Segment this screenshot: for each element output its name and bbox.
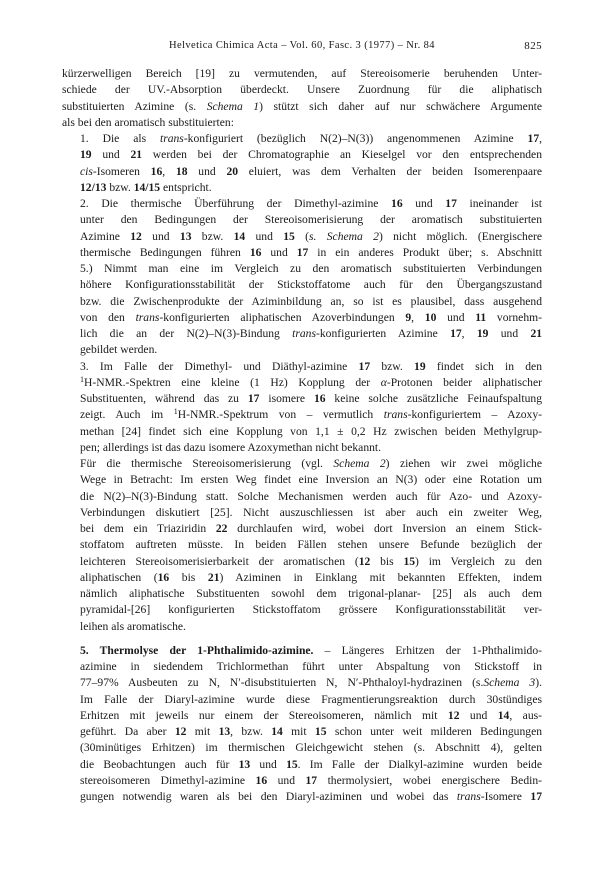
paragraph-mechanism: Für die thermische Stereoisomerisierung (vgl. Schema 2) ziehen wir zwei mögliche Wege in Betracht: Im ersten Weg findet eine Inversion an N(3) oder eine Rotation um die N(2)–N(3)-Bindung statt. Solche Mechanismen werden auch für Azo- und Azoxy- Verbindungen diskutiert [25]. Nicht auszuschliessen ist aber auch ein zweiter Weg, bei dem ein Triaziridin 22 durchlaufen wird, wobei dort Inversion an einem Stick- stoffatom auftreten müsste. In beiden Fällen stehen unsere Befunde bezüglich der leichteren Stereoisomerisierbarkeit der aromatischen (12 bis 15) im Vergleich zu den aliphatischen (16 bis 21) Aziminen in Einklang mit bekannten Effekten, indem nämlich aliphatische Substituenten sowohl dem trigonal-planar- [25] als auch dem pyramidal-[26] konfigurierten Stickstoffatom grössere Konfigurationsstabilität ver- leihen als aromatische. bbox=[80, 457, 543, 633]
section-5-paragraph: 5. Thermolyse der 1-Phthalimido-azimine. – Längeres Erhitzen der 1-Phthalimido- azimine in siedendem Trichlormethan führt unter Abspaltung von Stickstoff in 77–97% Ausbeuten zu N, N′-disubstituierten N, N′-Phthaloyl-hydrazinen (s.Schema 3). Im Falle der Diaryl-azimine wurde diese Fragmentierungsreaktion durch 30stündiges Erhitzen mit jeweils nur einem der Stereoisomeren, nämlich mit 12 und 14, aus- geführt. Da aber 12 mit 13, bzw. 14 mit 15 schon unter weit milderen Bedingungen (30minütiges Erhitzen) im thermischen Gleichgewicht stehen (s. Abschnitt 4), gelten die Beobachtungen auch für 13 und 15. Im Falle der Dialkyl-azimine wurden beide stereoisomeren Dimethyl-azimine 16 und 17 thermolysiert, wobei energischere Bedin- gungen notwendig waren als bei den Diaryl-aziminen und wobei das trans-Isomere 17 bbox=[80, 643, 543, 803]
running-head: Helvetica Chimica Acta – Vol. 60, Fasc. 3 (1977) – Nr. 84 bbox=[169, 40, 435, 51]
page-number: 825 bbox=[524, 40, 542, 52]
article-body bbox=[62, 66, 542, 805]
running-header bbox=[62, 40, 542, 56]
journal-page bbox=[62, 40, 542, 805]
section-heading: 5. Thermolyse der 1-Phthalimido-azimine. bbox=[80, 643, 314, 657]
paragraph-continuation: kürzerwelligen Bereich [19] zu vermutenden, auf Stereoisomerie beruhenden Unter- schiede der UV.-Absorption überdeckt. Unsere Zuordnung für die aliphatisch substituierten Azimine (s. Schema 1) stützt sich daher auf nur schwächere Argumente als bei den aromatisch substituierten: bbox=[62, 67, 542, 129]
paragraph-point-1: 1. Die als trans-konfiguriert (bezüglich N(2)–N(3)) angenommenen Azimine 17, 19 und 21 werden bei der Chromatographie an Kieselgel vor den entsprechenden cis-Isomeren 16, 18 und 20 eluiert, was dem Verhalten der beiden Isomerenpaare 12/13 bzw. 14/15 entspricht. bbox=[80, 132, 543, 194]
paragraph-point-3: 3. Im Falle der Dimethyl- und Diäthyl-azimine 17 bzw. 19 findet sich in den $^1$H-NMR.-Spektren eine kleine (1 Hz) Kopplung der α-Protonen beider aliphatischer Substituenten, während das zu 17 isomere 16 keine solche zusätzliche Feinaufspaltung zeigt. Auch im $^1$H-NMR.-Spektrum von – vermutlich trans-konfiguriertem – Azoxy- methan [24] findet sich eine Kopplung von 1,1 ± 0,2 Hz zwischen beiden Methylgrup- pen; allerdings ist das dazu isomere Azoxymethan nicht bekannt. bbox=[80, 359, 542, 454]
paragraph-point-2: 2. Die thermische Überführung der Dimethyl-azimine 16 und 17 ineinander ist unter den Bedingungen der Stereoisomerisierung der aromatisch substituierten Azimine 12 und 13 bzw. 14 und 15 (s. Schema 2) nicht möglich. (Energischere thermische Bedingungen führen 16 und 17 in ein anderes Produkt über; s. Abschnitt 5.) Nimmt man eine im Vergleich zu den aromatisch substituierten Verbindungen höhere Konfigurationsstabilität der Stickstoffatome auch für den Übergangszustand bzw. die Zwischenprodukte der Aziminbildung an, so ist es plausibel, dass ausgehend von den trans-konfigurierten aliphatischen Azoverbindungen 9, 10 und 11 vornehm- lich die an der N(2)–N(3)-Bindung trans-konfigurierten Azimine 17, 19 und 21 gebildet werden. bbox=[80, 197, 543, 357]
